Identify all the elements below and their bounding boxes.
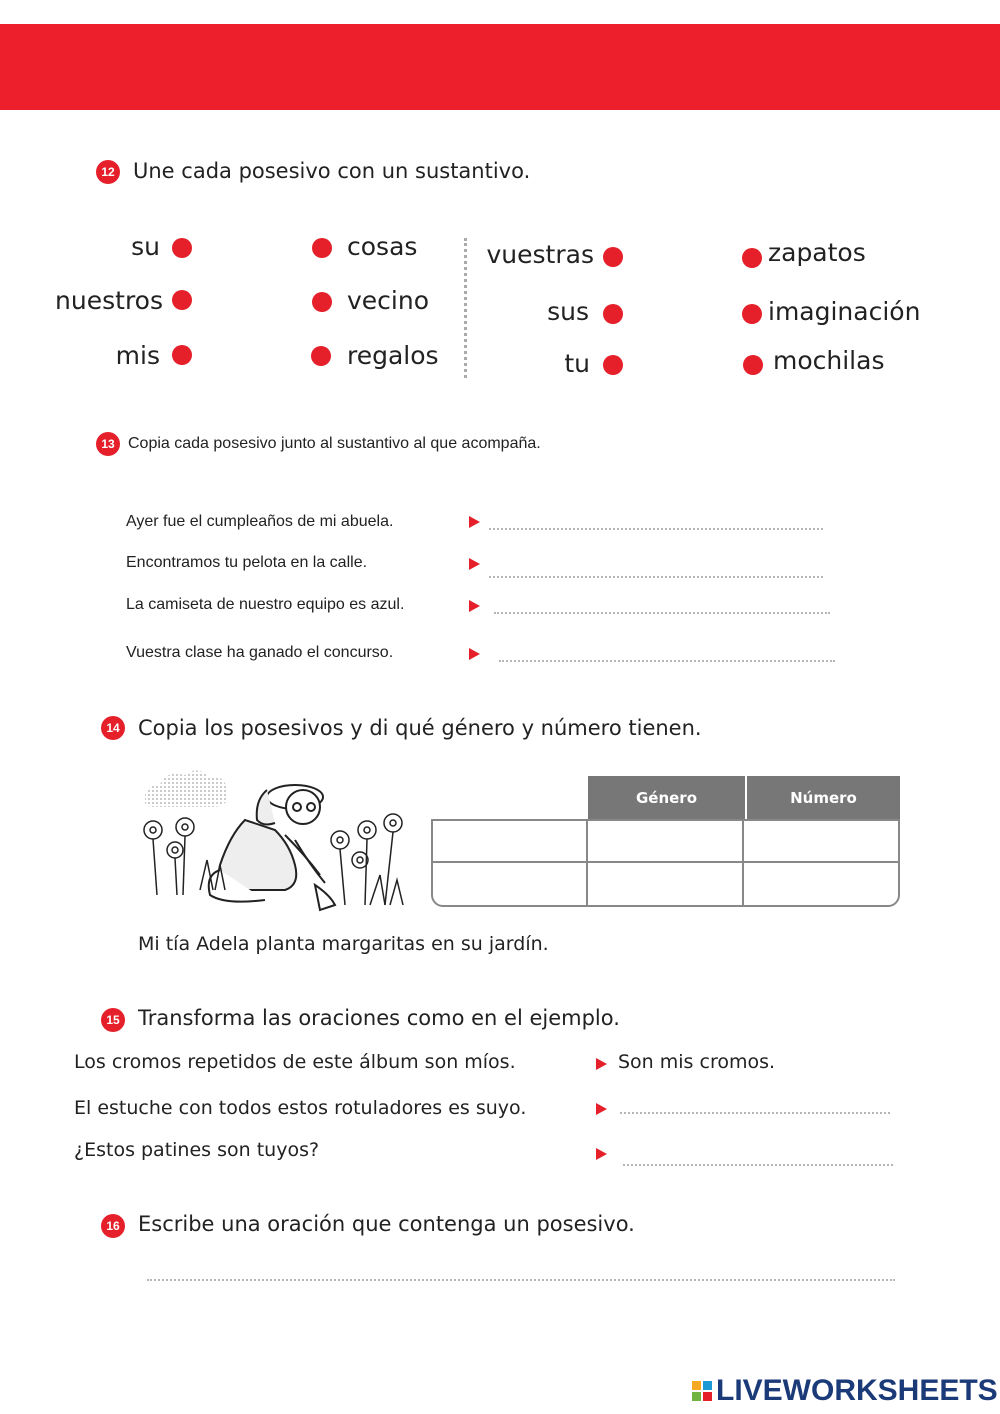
possessive-word: nuestros [55,286,163,315]
arrow-icon [596,1058,607,1070]
match-dot[interactable] [172,290,192,310]
arrow-icon [469,516,480,528]
possessive-word: tu [564,349,590,378]
question-number-16: 16 [101,1214,125,1238]
answer-input-13-3[interactable] [494,592,830,614]
question-number-15: 15 [101,1008,125,1032]
header-bar [0,24,1000,110]
table-cell-gender[interactable] [586,819,744,863]
possessive-word: sus [547,297,589,326]
gardening-illustration [135,765,410,915]
noun-word: regalos [347,341,439,370]
match-dot[interactable] [603,304,623,324]
match-dot[interactable] [742,304,762,324]
table-cell-number[interactable] [742,861,900,907]
answer-input-15-3[interactable] [623,1144,893,1166]
possessive-word: mis [115,341,160,370]
sentence-13-3: La camiseta de nuestro equipo es azul. [126,596,405,613]
question-12-title: Une cada posesivo con un sustantivo. [133,159,531,183]
question-13-title: Copia cada posesivo junto al sustantivo al que acompaña. [128,435,541,452]
arrow-icon [596,1103,607,1115]
question-15-title: Transforma las oraciones como en el ejemplo. [138,1006,620,1030]
noun-word: cosas [347,232,418,261]
logo-text: LIVEWORKSHEETS [716,1374,998,1407]
question-number-14: 14 [101,716,125,740]
match-dot[interactable] [172,238,192,258]
table-cell-gender[interactable] [586,861,744,907]
sentence-15-2: El estuche con todos estos rotuladores es suyo. [74,1097,527,1119]
question-16-title: Escribe una oración que contenga un posesivo. [138,1212,635,1236]
match-dot[interactable] [603,355,623,375]
sentence-13-1: Ayer fue el cumpleaños de mi abuela. [126,513,394,530]
answer-input-13-4[interactable] [499,640,835,662]
match-dot[interactable] [603,247,623,267]
possessive-word: vuestras [486,240,594,269]
table-header-numero: Número [747,776,900,819]
example-answer: Son mis cromos. [618,1051,776,1073]
table-cell-possessive[interactable] [431,861,588,907]
liveworksheets-logo [692,1374,998,1408]
match-dot[interactable] [311,346,331,366]
liveworksheets-logo-icon [692,1381,712,1401]
match-dot[interactable] [742,248,762,268]
noun-word: zapatos [768,238,866,267]
illustration-caption: Mi tía Adela planta margaritas en su jardín. [138,933,549,955]
sentence-15-1: Los cromos repetidos de este álbum son míos. [74,1051,516,1073]
table-cell-possessive[interactable] [431,819,588,863]
arrow-icon [469,648,480,660]
gender-number-table [431,776,900,907]
match-dot[interactable] [743,355,763,375]
noun-word: imaginación [768,297,921,326]
question-number-13: 13 [96,432,120,456]
question-number-12: 12 [96,160,120,184]
arrow-icon [596,1148,607,1160]
table-cell-number[interactable] [742,819,900,863]
possessive-word: su [131,232,160,261]
match-dot[interactable] [312,238,332,258]
answer-input-13-2[interactable] [489,556,823,578]
sentence-13-4: Vuestra clase ha ganado el concurso. [126,644,394,661]
answer-input-15-2[interactable] [620,1092,890,1114]
match-dot[interactable] [172,345,192,365]
arrow-icon [469,558,480,570]
answer-input-13-1[interactable] [489,508,823,530]
question-14-title: Copia los posesivos y di qué género y número tienen. [138,716,702,740]
noun-word: vecino [347,286,430,315]
match-dot[interactable] [312,292,332,312]
answer-input-16[interactable] [147,1259,895,1281]
sentence-15-3: ¿Estos patines son tuyos? [74,1139,320,1161]
arrow-icon [469,600,480,612]
table-header-genero: Género [588,776,745,819]
sentence-13-2: Encontramos tu pelota en la calle. [126,554,368,571]
noun-word: mochilas [773,346,885,375]
